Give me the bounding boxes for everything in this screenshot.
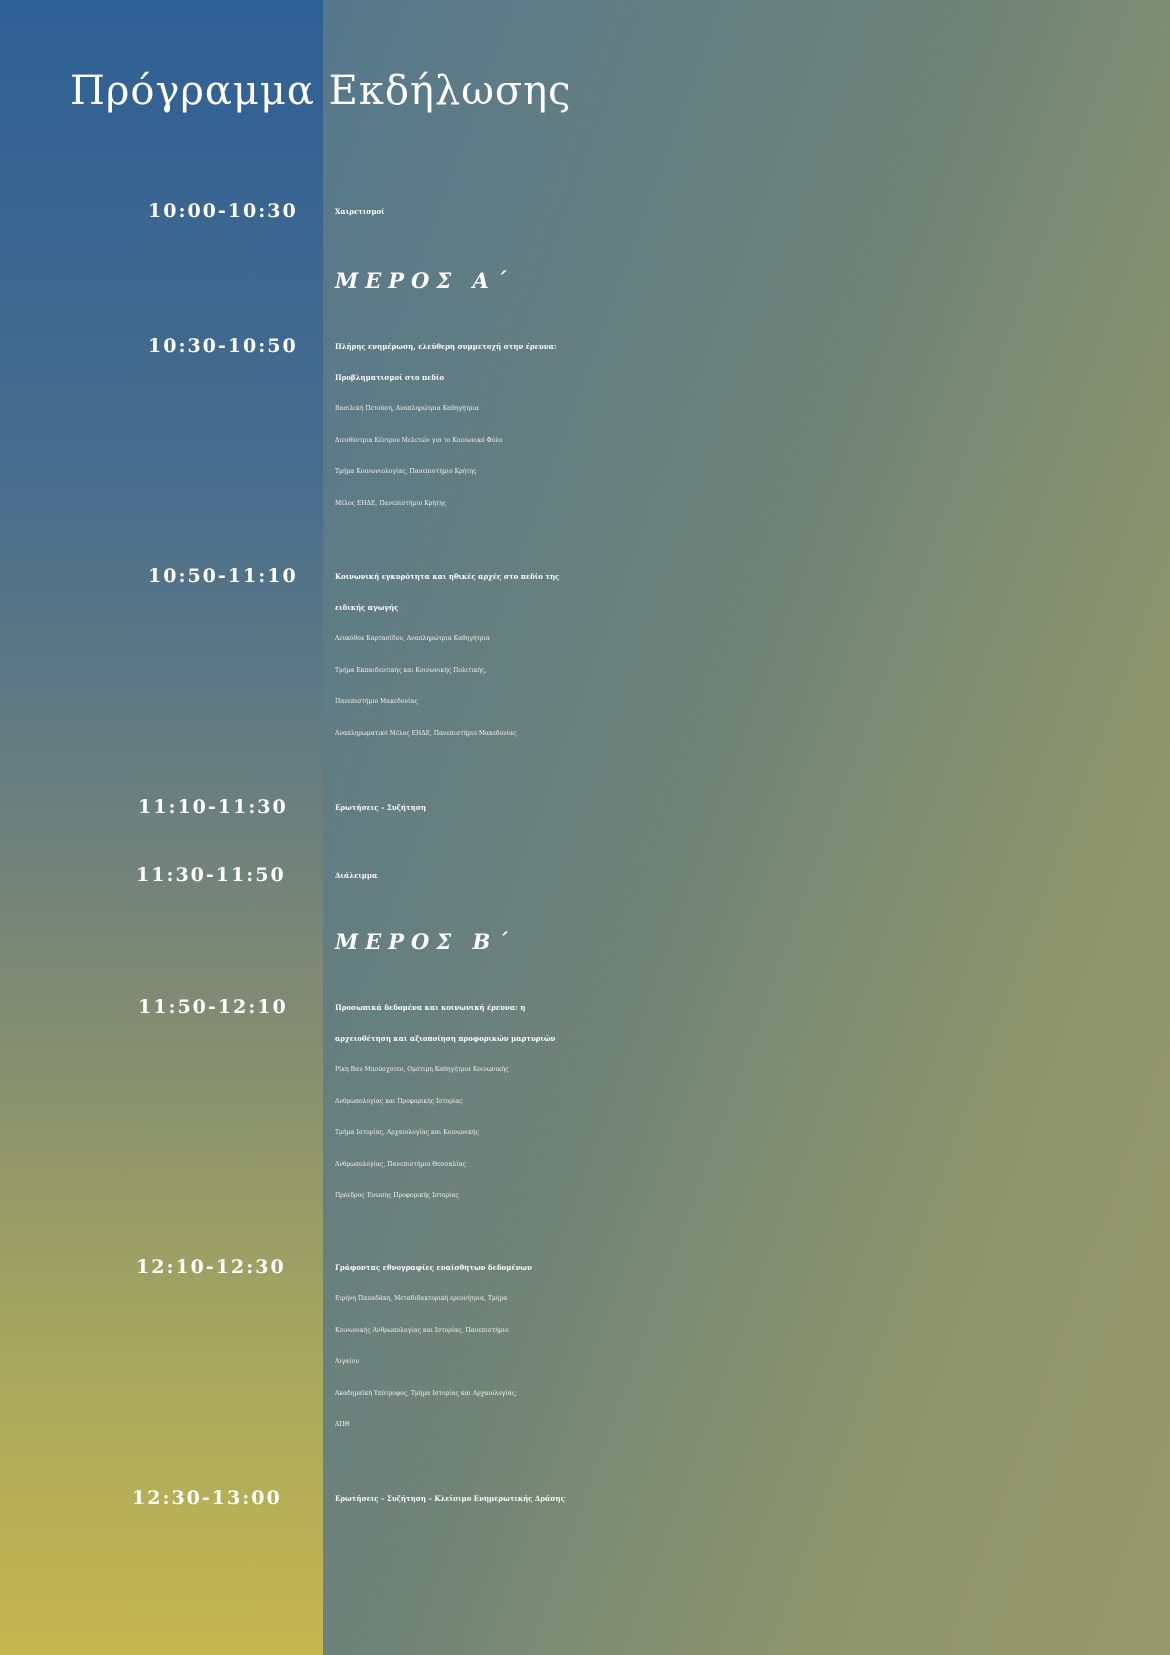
section-part-heading	[335, 265, 1165, 296]
session-title: Χαιρετισμοί	[335, 207, 385, 216]
speaker-info-line: Αναπληρωματικό Μέλος ΕΗΔΕ, Πανεπιστήμιο Μακεδονίας	[335, 729, 517, 737]
speaker-info-line: Ανθρωπολογίας και Προφορικής Ιστορίας	[335, 1097, 463, 1105]
speaker-info-line: Ρίκη Βαν Μπούσχοτεν, Ομότιμη Καθηγήτρια Κοινωνικής	[335, 1066, 509, 1073]
left-color-panel	[0, 0, 323, 1655]
session-entry	[335, 1252, 1165, 1441]
speaker-info-line: Τμήμα Εκπαιδευτικής και Κοινωνικής Πολιτικής,	[335, 666, 487, 674]
section-part-heading	[335, 926, 1165, 957]
session-entry	[335, 792, 1165, 823]
session-time: 10:00-10:30	[148, 200, 298, 222]
session-title: Κοινωνική εγκυρότητα και ηθικές αρχές στο πεδίο της	[335, 572, 560, 581]
session-title: Ερωτήσεις – Συζήτηση	[335, 803, 426, 812]
session-time: 10:50-11:10	[148, 565, 298, 587]
speaker-info-line: Λευκόθεα Καρτασίδου, Αναπληρώτρια Καθηγήτρια	[335, 635, 490, 642]
session-entry	[335, 561, 1165, 749]
session-time: 12:30-13:00	[132, 1487, 282, 1509]
speaker-info-line: Αιγαίου	[335, 1358, 359, 1365]
page-title: Πρόγραμμα Εκδήλωσης	[70, 68, 572, 114]
session-entry	[335, 1483, 1165, 1514]
speaker-info-line: Ανθρωπολογίας, Πανεπιστήμιο Θεσσαλίας	[335, 1160, 467, 1168]
speaker-info-line: ΑΠΘ	[335, 1421, 350, 1428]
speaker-info-line: Τμήμα Ιστορίας, Αρχαιολογίας και Κοινωνικής	[335, 1129, 479, 1136]
part-label: ΜΕΡΟΣ Β΄	[335, 929, 515, 954]
session-title: αρχειοθέτηση και αξιοποίηση προφορικών μαρτυριών	[335, 1034, 556, 1043]
speaker-info-line: Διευθύντρια Κέντρου Μελετών για το Κοινωνικό Φύλο	[335, 436, 503, 444]
session-time: 11:10-11:30	[138, 796, 288, 818]
speaker-info-line: Πανεπιστήμιο Μακεδονίας	[335, 698, 418, 705]
session-time: 11:30-11:50	[136, 864, 286, 886]
speaker-info-line: Βασιλική Πετούση, Αναπληρώτρια Καθηγήτρια	[335, 405, 479, 412]
session-title: ειδικής αγωγής	[335, 603, 399, 612]
session-entry	[335, 992, 1165, 1212]
session-title: Ερωτήσεις – Συζήτηση – Κλείσιμο Ενημερωτικής Δράσης	[335, 1494, 565, 1503]
speaker-info-line: Ακαδημαϊκή Υπότροφος, Τμήμα Ιστορίας και Αρχαιολογίας,	[335, 1389, 518, 1397]
session-time: 11:50-12:10	[138, 996, 288, 1018]
session-title: Προσωπικά δεδομένα και κοινωνική έρευνα: η	[335, 1003, 526, 1012]
session-entry	[335, 196, 1165, 227]
speaker-info-line: Κοινωνικής Ανθρωπολογίας και Ιστορίας, Πανεπιστήμιο	[335, 1326, 509, 1334]
session-title: Πλήρης ενημέρωση, ελεύθερη συμμετοχή στην έρευνα:	[335, 342, 557, 351]
speaker-info-line: Πρόεδρος Ένωσης Προφορικής Ιστορίας	[335, 1192, 459, 1199]
speaker-info-line: Ειρήνη Παπαδάκη, Μεταδιδακτορική ερευνήτρια, Τμήμα	[335, 1295, 508, 1302]
session-title: Προβληματισμοί στο πεδίο	[335, 373, 445, 382]
session-title: Γράφοντας εθνογραφίες ευαίσθητων δεδομένων	[335, 1263, 532, 1272]
speaker-info-line: Τμήμα Κοινωνιολογίας, Πανεπιστήμιο Κρήτης	[335, 468, 477, 475]
session-title: Διάλειμμα	[335, 871, 378, 880]
session-time: 10:30-10:50	[148, 335, 298, 357]
part-label: ΜΕΡΟΣ Α΄	[335, 268, 514, 293]
session-entry	[335, 860, 1165, 891]
session-time: 12:10-12:30	[136, 1256, 286, 1278]
session-entry	[335, 331, 1165, 519]
speaker-info-line: Μέλος ΕΗΔΕ, Πανεπιστήμιο Κρήτης	[335, 499, 447, 507]
